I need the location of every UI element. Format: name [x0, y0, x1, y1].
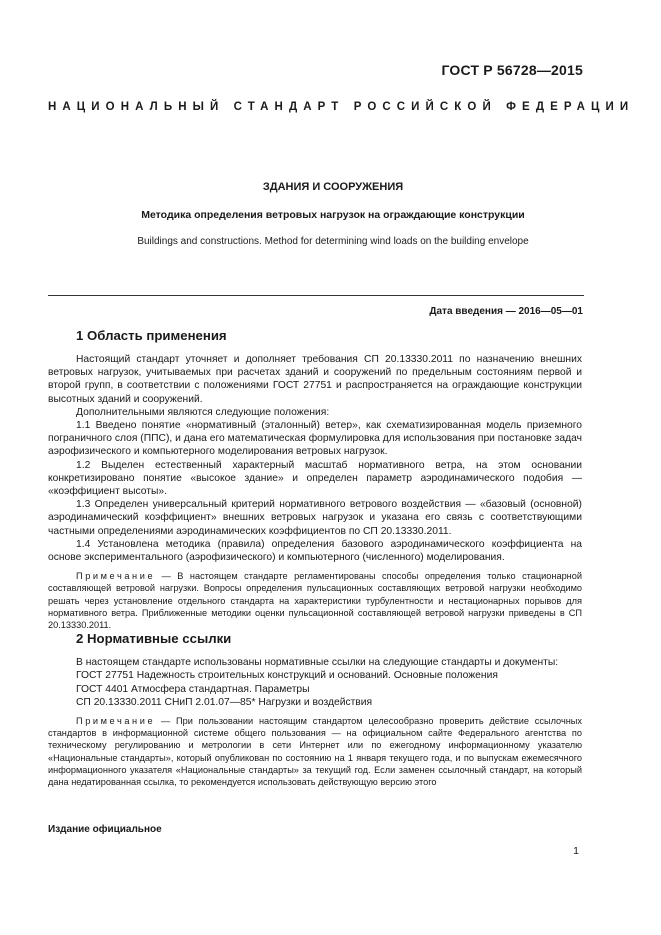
- section-2-line: В настоящем стандарте использованы нормативные ссылки на следующие стандарты и документы:: [76, 657, 559, 669]
- gost-code: ГОСТ Р 56728—2015: [441, 62, 583, 78]
- section-1-paragraph: 1.1 Введено понятие «нормативный (эталонный) ветер», как схематизированная модель приземного пограничного слоя (ППС), и дана его математическая формулировка для использования при постановке задач аэрофизического и компьютерного моделирования ветровых нагрузок.: [48, 420, 582, 458]
- section-1-paragraph: 1.2 Выделен естественный характерный масштаб нормативного ветра, на этом основании конкретизировано понятие «высокое здание» и определен параметр аэродинамического подобия — «коэффициент высоты».: [48, 459, 582, 498]
- note-text: — При пользовании настоящим стандартом целесообразно проверить действие ссылочных стандартов в информационной системе общего пользования — на официальном сайте Федерального агентства по техническому регулированию и метрологии в сети Интернет или по ежегодному информационному указателю «Национальные стандарты», который опубликован по состоянию на 1 января текущего года, и по выпускам ежемесячного информационного указателя «Национальные стандарты» за текущий год. Если заменен ссылочный стандарт, на который дана недатированная ссылка, то рекомендуется использовать действующую версию этого: [48, 716, 582, 788]
- document-title-english: Buildings and constructions. Method for determining wind loads on the building envelope: [137, 236, 529, 247]
- document-body: [48, 328, 582, 788]
- document-title: ЗДАНИЯ И СООРУЖЕНИЯ: [262, 181, 404, 193]
- section-2-line: ГОСТ 4401 Атмосфера стандартная. Параметры: [76, 683, 310, 695]
- section-2-line: ГОСТ 27751 Надежность строительных конструкций и оснований. Основные положения: [76, 670, 498, 682]
- introduction-date: Дата введения — 2016—05—01: [429, 306, 583, 317]
- page-number: 1: [573, 845, 579, 857]
- section-1-paragraph: Настоящий стандарт уточняет и дополняет требования СП 20.13330.2011 по назначению внешних ветровых нагрузок, учитываемых при расчетах зданий и сооружений по предельным состояниям первой и второй групп, в соответствии с положениями ГОСТ 27751 и распространяется на ограждающие конструкции высотных зданий и сооружений.: [48, 354, 582, 405]
- note-label: Примечание: [76, 571, 156, 582]
- official-edition-label: Издание официальное: [48, 824, 162, 835]
- section-2-note: [48, 715, 582, 788]
- note-label: Примечание: [76, 716, 156, 727]
- note-text: — В настоящем стандарте регламентированы способы определения только стационарной составляющей ветровой нагрузки. Вопросы определения пульсационных составляющих ветровой нагрузки необходимо решать через установление отдельного стандарта на характеристики турбулентности и нестационарных порывов для нормативного ветра. Приближенные методики оценки пульсационной составляющей ветровой нагрузки приведены в СП 20.13330.2011.: [48, 571, 582, 631]
- section-1-heading: 1 Область применения: [76, 328, 227, 343]
- document-subtitle: Методика определения ветровых нагрузок на ограждающие конструкции: [141, 209, 525, 221]
- national-standard-banner: НАЦИОНАЛЬНЫЙ СТАНДАРТ РОССИЙСКОЙ ФЕДЕРАЦИИ: [48, 101, 635, 113]
- section-1-paragraph: 1.4 Установлена методика (правила) определения базового аэродинамического коэффициента на основе экспериментального (аэрофизического) и компьютерного (численного) моделирования.: [48, 538, 582, 564]
- section-1-paragraph: 1.3 Определен универсальный критерий нормативного ветрового воздействия — «базовый (основной) аэродинамический коэффициент» внешних ветровых нагрузок и указана его связь с соответствующими частными определениями аэродинамических коэффициентов по СП 20.13330.2011.: [48, 499, 582, 537]
- separator-rule: [48, 295, 584, 296]
- section-1-paragraph: Дополнительными являются следующие положения:: [76, 406, 330, 418]
- section-2-line: СП 20.13330.2011 СНиП 2.01.07—85* Нагрузки и воздействия: [76, 696, 373, 708]
- section-1-note: [48, 570, 582, 631]
- section-2-heading: 2 Нормативные ссылки: [76, 631, 232, 647]
